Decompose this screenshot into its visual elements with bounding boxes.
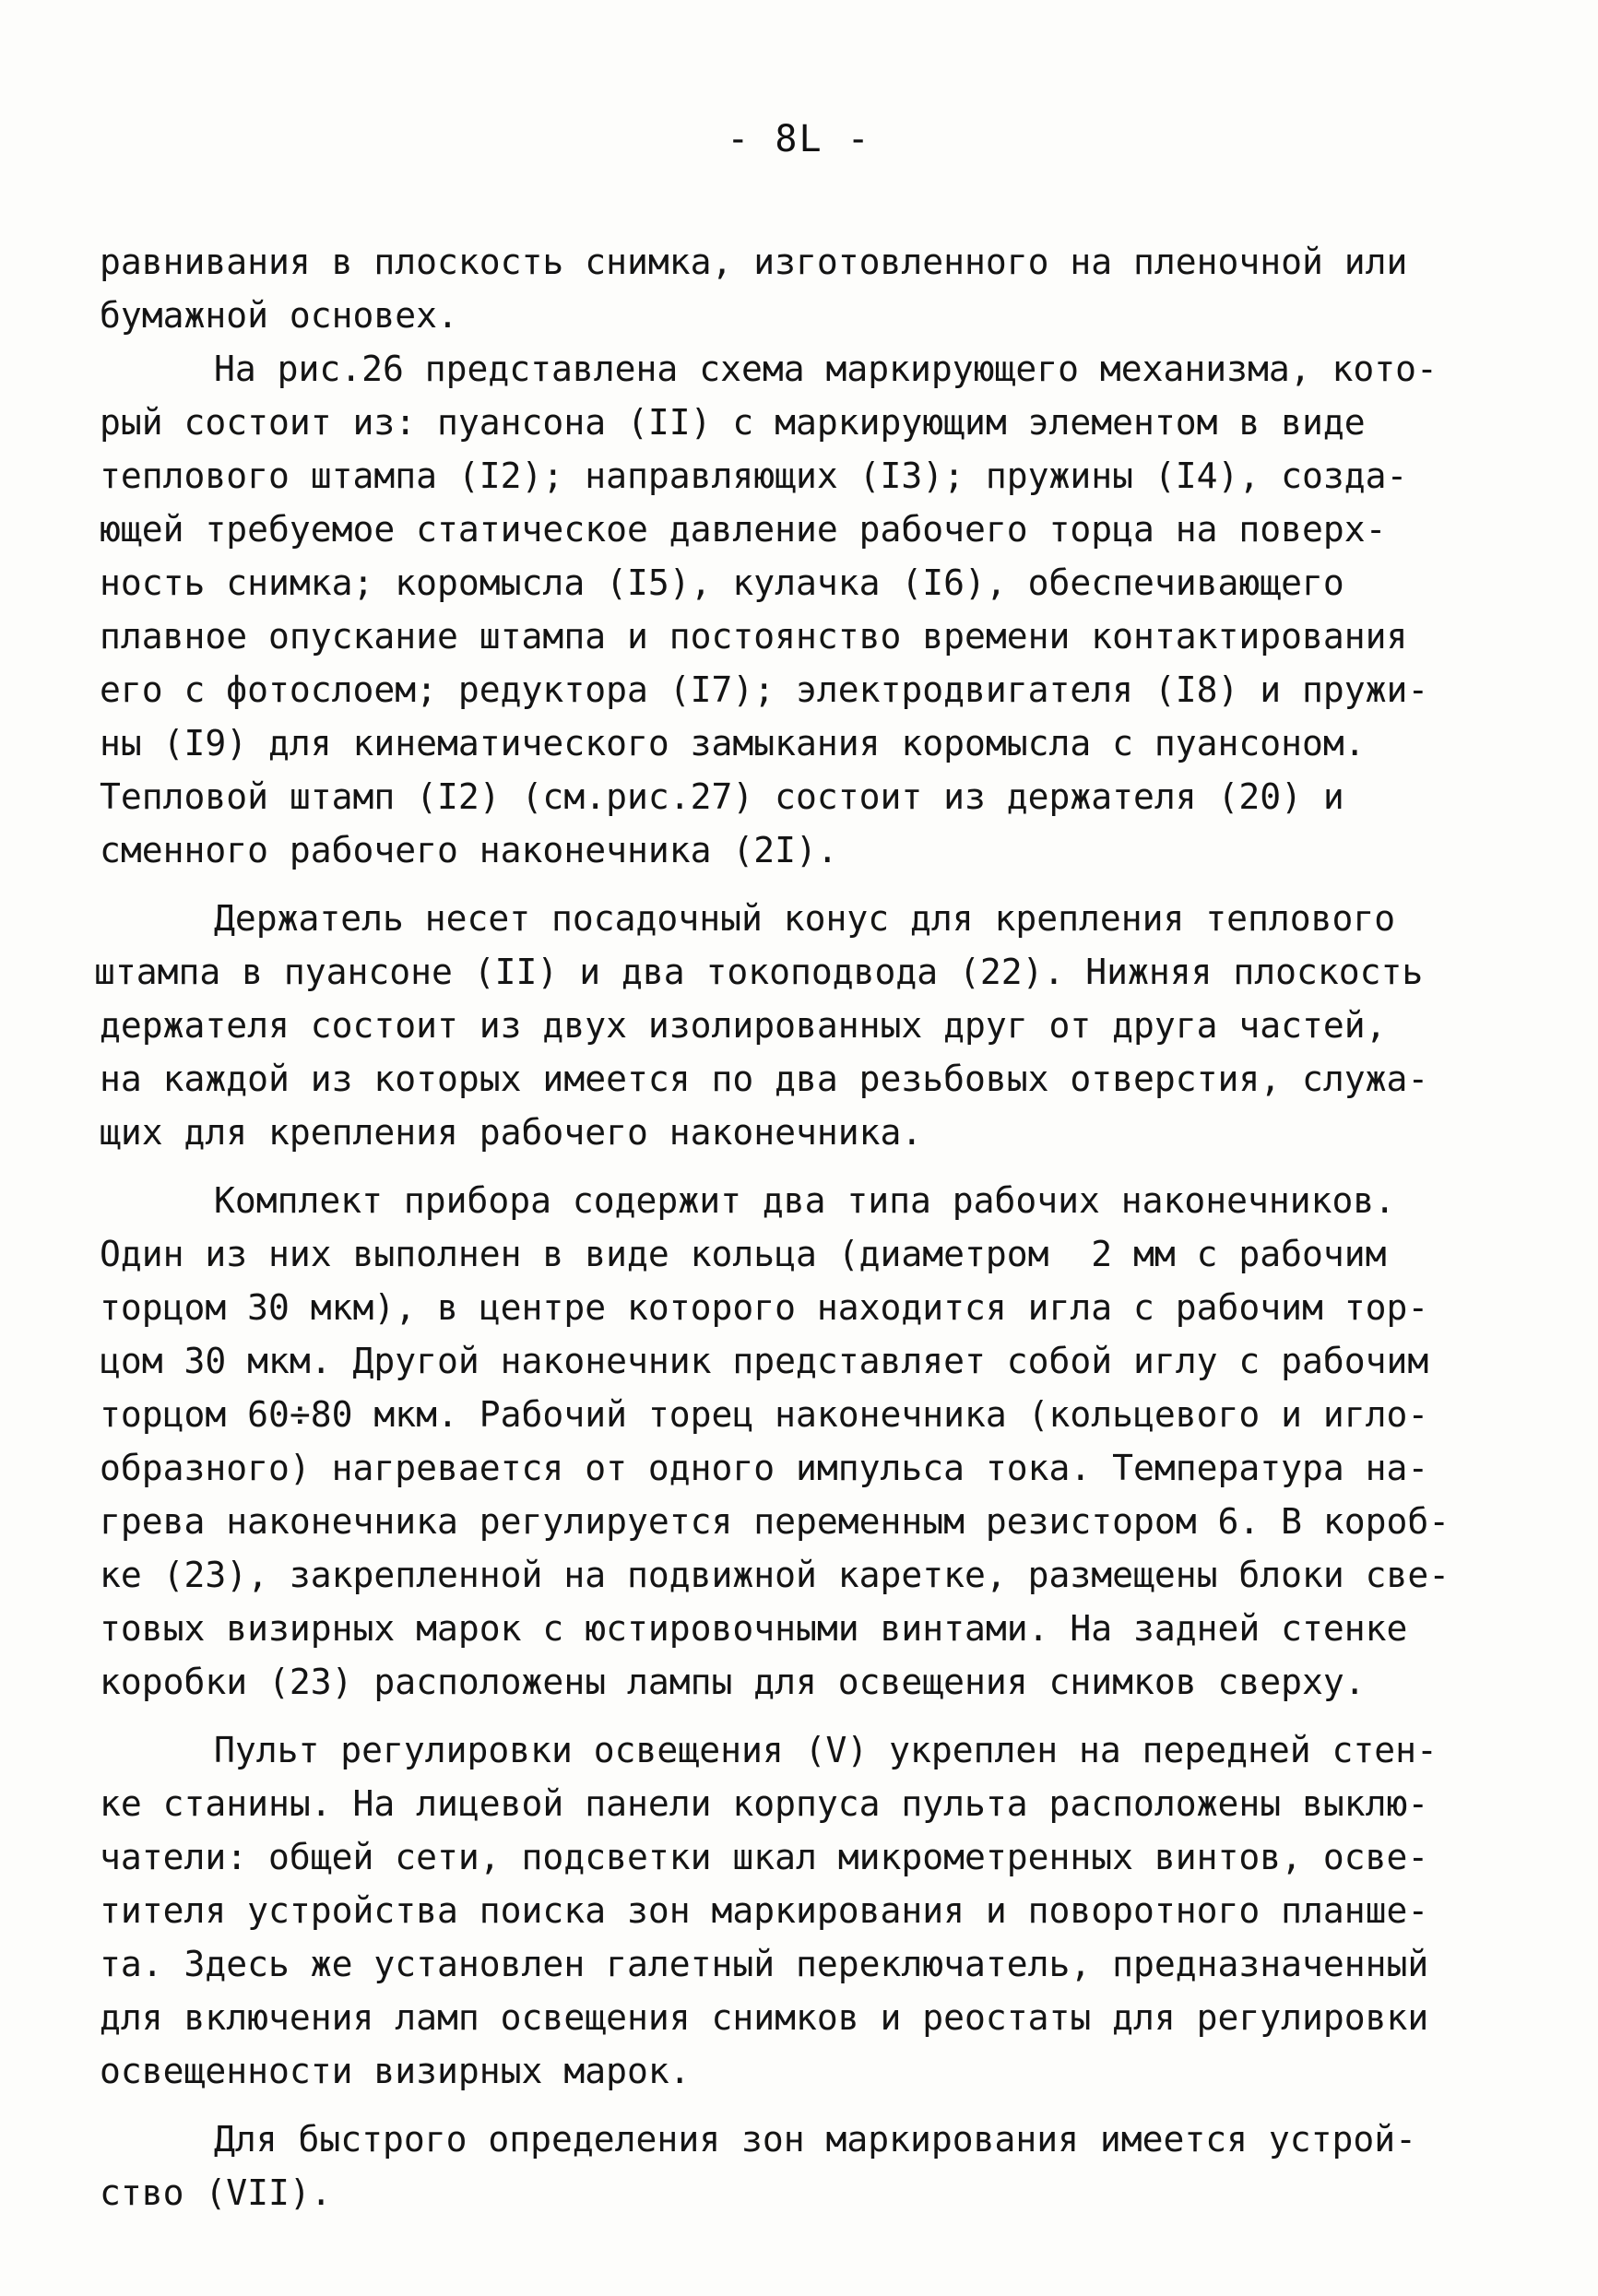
text-line: рый состоит из: пуансона (II) с маркирующим элементом в виде — [100, 402, 1366, 443]
text-line: сменного рабочего наконечника (2I). — [100, 830, 838, 870]
text-line: ке (23), закрепленной на подвижной каретке, размещены блоки све- — [100, 1555, 1450, 1595]
text-line: Для быстрого определения зон маркирования имеется устрой- — [214, 2119, 1417, 2160]
text-line: Один из них выполнен в виде кольца (диаметром 2 мм с рабочим — [100, 1234, 1387, 1274]
text-line: ющей требуемое статическое давление рабочего торца на поверх- — [100, 509, 1387, 550]
text-line: цом 30 мкм. Другой наконечник представляет собой иглу с рабочим — [100, 1341, 1429, 1381]
text-line: его с фотослоем; редуктора (I7); электродвигателя (I8) и пружи- — [100, 669, 1429, 710]
text-line: плавное опускание штампа и постоянство времени контактирования — [100, 616, 1408, 657]
text-line: держателя состоит из двух изолированных друг от друга частей, — [100, 1005, 1387, 1046]
text-line: ность снимка; коромысла (I5), кулачка (I6), обеспечивающего — [100, 562, 1344, 603]
text-line: На рис.26 представлена схема маркирующего механизма, кото- — [214, 349, 1438, 389]
text-line: освещенности визирных марок. — [100, 2051, 691, 2091]
text-line: ны (I9) для кинематического замыкания коромысла с пуансоном. — [100, 723, 1366, 763]
text-line: торцом 60÷80 мкм. Рабочий торец наконечника (кольцевого и игло- — [100, 1394, 1429, 1435]
text-line: чатели: общей сети, подсветки шкал микрометренных винтов, осве- — [100, 1837, 1429, 1877]
text-line: та. Здесь же установлен галетный переключатель, предназначенный — [100, 1944, 1429, 1984]
text-line: образного) нагревается от одного импульса тока. Температура на- — [100, 1448, 1429, 1488]
text-line: тителя устройства поиска зон маркирования и поворотного планше- — [100, 1890, 1429, 1931]
text-line: для включения ламп освещения снимков и реостаты для регулировки — [100, 1997, 1429, 2038]
text-line: товых визирных марок с юстировочными винтами. На задней стенке — [100, 1608, 1408, 1649]
text-line: равнивания в плоскость снимка, изготовленного на пленочной или — [100, 242, 1408, 282]
text-line: Держатель несет посадочный конус для крепления теплового — [214, 898, 1396, 939]
text-line: на каждой из которых имеется по два резьбовых отверстия, служа- — [100, 1059, 1429, 1099]
text-line: теплового штампа (I2); направляющих (I3); пружины (I4), созда- — [100, 456, 1408, 496]
text-line: грева наконечника регулируется переменным резистором 6. В короб- — [100, 1501, 1450, 1542]
text-line: Пульт регулировки освещения (V) укреплен на передней стен- — [214, 1730, 1438, 1770]
text-line: ке станины. На лицевой панели корпуса пульта расположены выклю- — [100, 1783, 1429, 1824]
text-line: ство (VII). — [100, 2172, 332, 2213]
text-line: штампа в пуансоне (II) и два токоподвода (22). Нижняя плоскость — [94, 952, 1424, 992]
text-line: щих для крепления рабочего наконечника. — [100, 1112, 923, 1153]
text-line: коробки (23) расположены лампы для освещения снимков сверху. — [100, 1662, 1366, 1702]
page-number: - 8L - — [727, 118, 871, 160]
text-line: бумажной основех. — [100, 295, 458, 336]
text-line: Комплект прибора содержит два типа рабочих наконечников. — [214, 1180, 1396, 1221]
text-line: Тепловой штамп (I2) (см.рис.27) состоит из держателя (20) и — [100, 776, 1344, 817]
text-line: торцом 30 мкм), в центре которого находится игла с рабочим тор- — [100, 1287, 1429, 1328]
